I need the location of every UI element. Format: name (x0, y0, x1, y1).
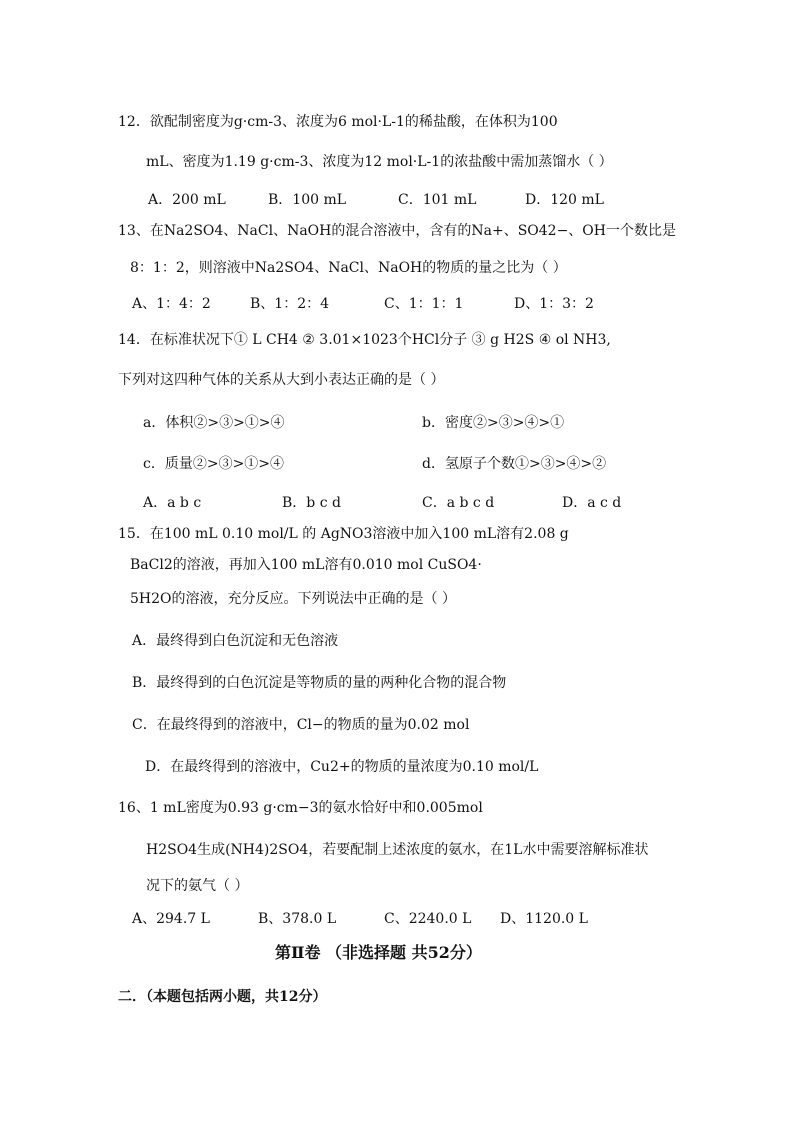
section-title: 第Ⅱ卷 （非选择题 共52分） (275, 943, 482, 962)
q15-option-d: D．在最终得到的溶液中，Cu2+的物质的量浓度为0.10 mol/L (145, 759, 539, 775)
q13-option-a: A、1：4：2 (132, 296, 211, 312)
q14-option-c: C．a b c d (422, 495, 495, 511)
q14-item-d: d．氢原子个数①>③>④>② (422, 456, 607, 472)
q15-line2: BaCl2的溶液，再加入100 mL溶有0.010 mol CuSO4· (130, 557, 482, 573)
q12-option-d: D．120 mL (525, 192, 604, 208)
q12-line2: mL、密度为1.19 g·cm-3、浓度为12 mol·L-1的浓盐酸中需加蒸馏水（ ） (146, 154, 613, 170)
q14-option-a: A．a b c (143, 495, 202, 511)
q14-line1: 14．在标准状况下① L CH4 ② 3.01×1023个HCl分子 ③ g H2S ④ ol NH3, (118, 332, 611, 348)
q12-line1: 12．欲配制密度为g·cm-3、浓度为6 mol·L-1的稀盐酸，在体积为100 (118, 114, 558, 130)
q16-line2: H2SO4生成(NH4)2SO4，若要配制上述浓度的氨水，在1L水中需要溶解标准状 (146, 842, 649, 858)
q14-option-d: D．a c d (562, 495, 622, 511)
q12-option-a: A．200 mL (148, 192, 226, 208)
q14-item-a: a．体积②>③>①>④ (143, 415, 285, 431)
q14-option-b: B．b c d (282, 495, 341, 511)
part-heading: 二．（本题包括两小题，共12分） (118, 989, 327, 1005)
q16-option-d: D、1120.0 L (500, 911, 588, 927)
q13-option-b: B、1：2：4 (250, 296, 330, 312)
q13-line2: 8：1：2，则溶液中Na2SO4、NaCl、NaOH的物质的量之比为（ ） (130, 260, 567, 276)
q13-option-d: D、1：3：2 (514, 296, 594, 312)
q16-option-a: A、294.7 L (132, 911, 210, 927)
q16-line1: 16、1 mL密度为0.93 g·cm−3的氨水恰好中和0.005mol (118, 800, 483, 816)
q15-line1: 15．在100 mL 0.10 mol/L 的 AgNO3溶液中加入100 mL溶有2.08 g (118, 526, 569, 542)
q16-line3: 况下的氨气（ ） (146, 878, 249, 894)
q14-item-c: c．质量②>③>①>④ (143, 456, 285, 472)
q15-line3: 5H2O的溶液，充分反应。下列说法中正确的是（ ） (130, 591, 456, 607)
q12-option-b: B．100 mL (268, 192, 347, 208)
q14-line2: 下列对这四种气体的关系从大到小表达正确的是（ ） (118, 372, 445, 388)
q16-option-c: C、2240.0 L (384, 911, 472, 927)
q15-option-a: A．最终得到白色沉淀和无色溶液 (132, 633, 339, 649)
q13-option-c: C、1：1：1 (384, 296, 464, 312)
q16-option-b: B、378.0 L (258, 911, 337, 927)
q15-option-b: B．最终得到的白色沉淀是等物质的量的两种化合物的混合物 (132, 675, 507, 691)
q13-line1: 13、在Na2SO4、NaCl、NaOH的混合溶液中，含有的Na+、SO42−、OH一个数比是 (118, 223, 676, 239)
q15-option-c: C．在最终得到的溶液中，Cl−的物质的量为0.02 mol (132, 717, 470, 733)
q12-option-c: C．101 mL (398, 192, 477, 208)
q14-item-b: b．密度②>③>④>① (422, 415, 565, 431)
